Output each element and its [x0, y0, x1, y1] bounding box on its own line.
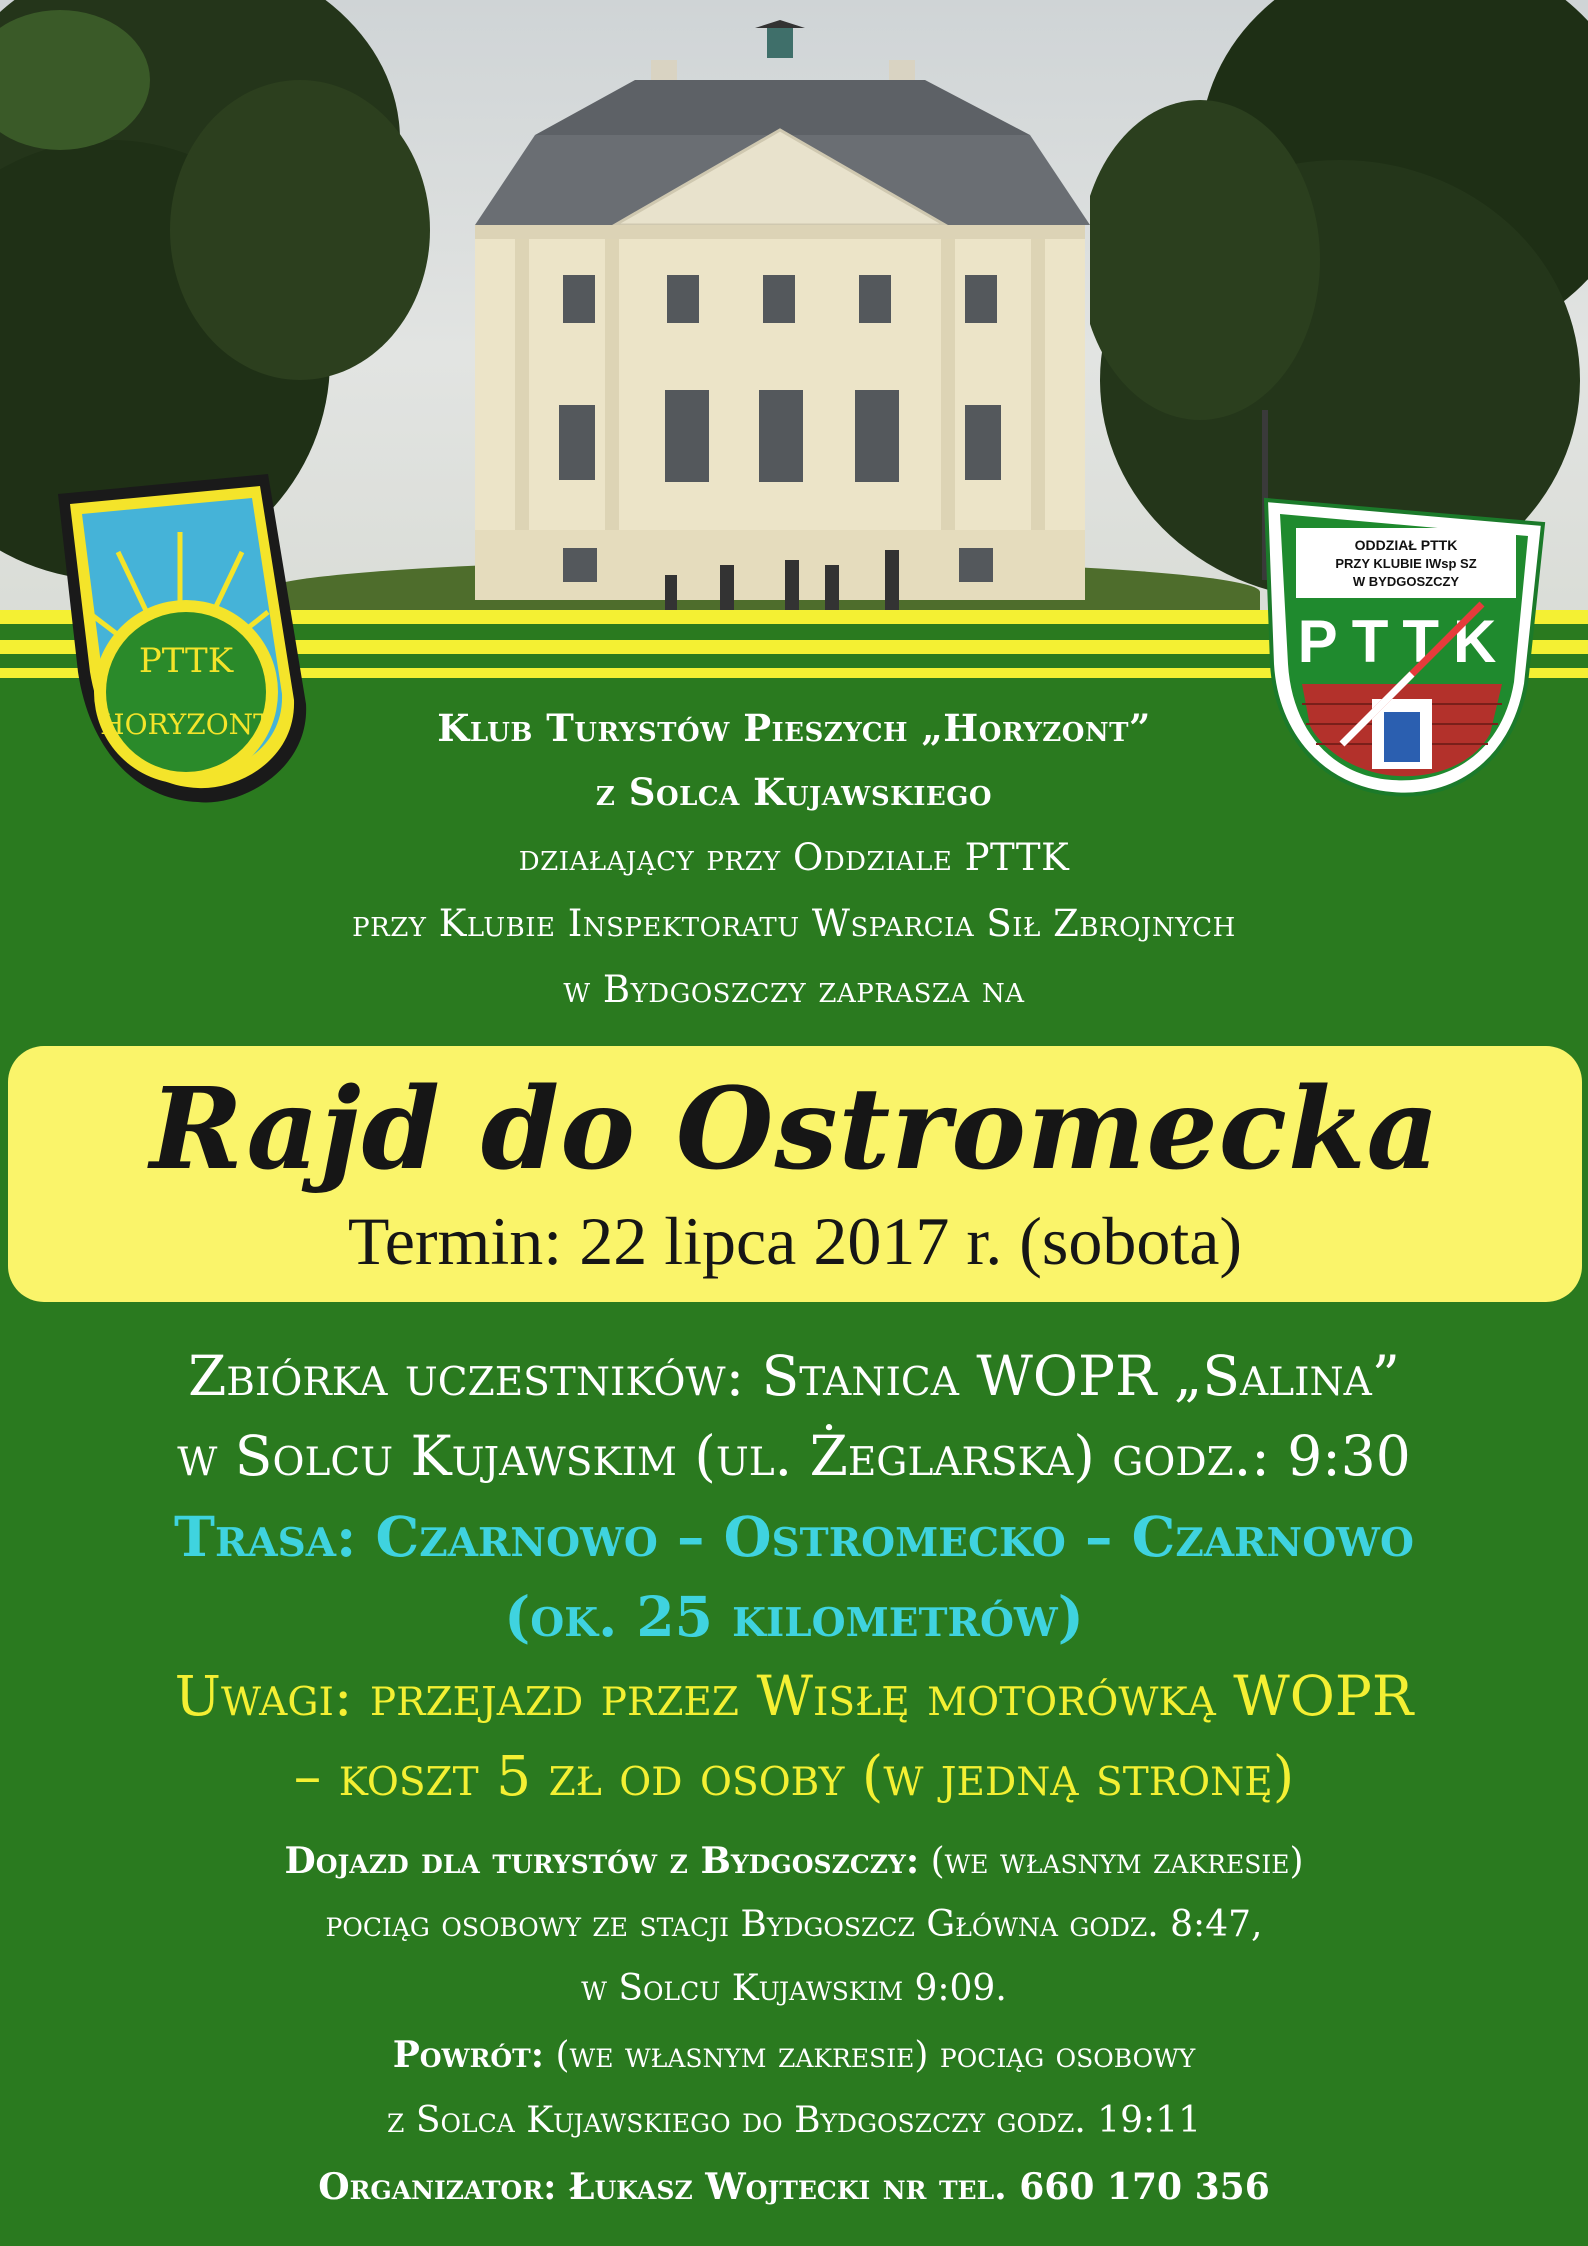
- transport-label: Dojazd dla turystów z Bydgoszczy:: [284, 1840, 920, 1882]
- organizer-contact: Organizator: Łukasz Wojtecki nr tel. 660 170 356: [318, 2166, 1270, 2208]
- logo-right-letters: PTTK: [1297, 608, 1511, 675]
- logo-right-caption3: W BYDGOSZCZY: [1352, 574, 1460, 589]
- logo-left-pttk: PTTK: [138, 641, 234, 681]
- transport-line3: w Solcu Kujawskim 9:09.: [581, 1968, 1007, 2009]
- intro-club-town: z Solca Kujawskiego: [595, 770, 993, 814]
- route-line1: Trasa: Czarnowo – Ostromecko – Czarnowo: [174, 1504, 1414, 1569]
- return-line2: z Solca Kujawskiego do Bydgoszczy godz. 19:11: [387, 2100, 1201, 2141]
- transport-line2: pociąg osobowy ze stacji Bydgoszcz Główna godz. 8:47,: [325, 1904, 1263, 1945]
- transport-line1: [0, 1840, 1588, 1882]
- intro-line4: przy Klubie Inspektoratu Wsparcia Sił Zbrojnych: [352, 902, 1236, 945]
- event-title: Rajd do Ostromecka: [149, 1064, 1441, 1195]
- meeting-line2: w Solcu Kujawskim (ul. Żeglarska) godz.: 9:30: [177, 1424, 1411, 1488]
- intro-line3: działający przy Oddziale PTTK: [518, 836, 1070, 879]
- transport-label-rest: (we własnym zakresie): [919, 1841, 1304, 1882]
- event-date: Termin: 22 lipca 2017 r. (sobota): [347, 1203, 1243, 1279]
- event-banner: [8, 1046, 1582, 1302]
- manor-building: [455, 20, 1105, 620]
- meeting-line1: Zbiórka uczestników: Stanica WOPR „Salina”: [188, 1344, 1400, 1408]
- notes-line2: – koszt 5 zł od osoby (w jedną stronę): [293, 1744, 1295, 1808]
- pttk-branch-logo: [1262, 494, 1547, 804]
- return-label: Powrót:: [392, 2034, 545, 2076]
- route-line2: (ok. 25 kilometrów): [504, 1584, 1084, 1649]
- return-label-rest: (we własnym zakresie) pociąg osobowy: [544, 2035, 1196, 2076]
- notes-line1: Uwagi: przejazd przez Wisłę motorówką WOPR: [174, 1664, 1414, 1728]
- logo-right-caption2: PRZY KLUBIE IWsp SZ: [1335, 556, 1477, 571]
- logo-left-arc: HORYZONT: [100, 708, 272, 741]
- return-line1: [0, 2034, 1588, 2076]
- horyzont-club-logo: [48, 472, 313, 812]
- intro-line5: w Bydgoszczy zaprasza na: [563, 968, 1025, 1011]
- logo-right-caption1: ODDZIAŁ PTTK: [1354, 537, 1458, 553]
- intro-club-name: Klub Turystów Pieszych „Horyzont”: [437, 706, 1151, 750]
